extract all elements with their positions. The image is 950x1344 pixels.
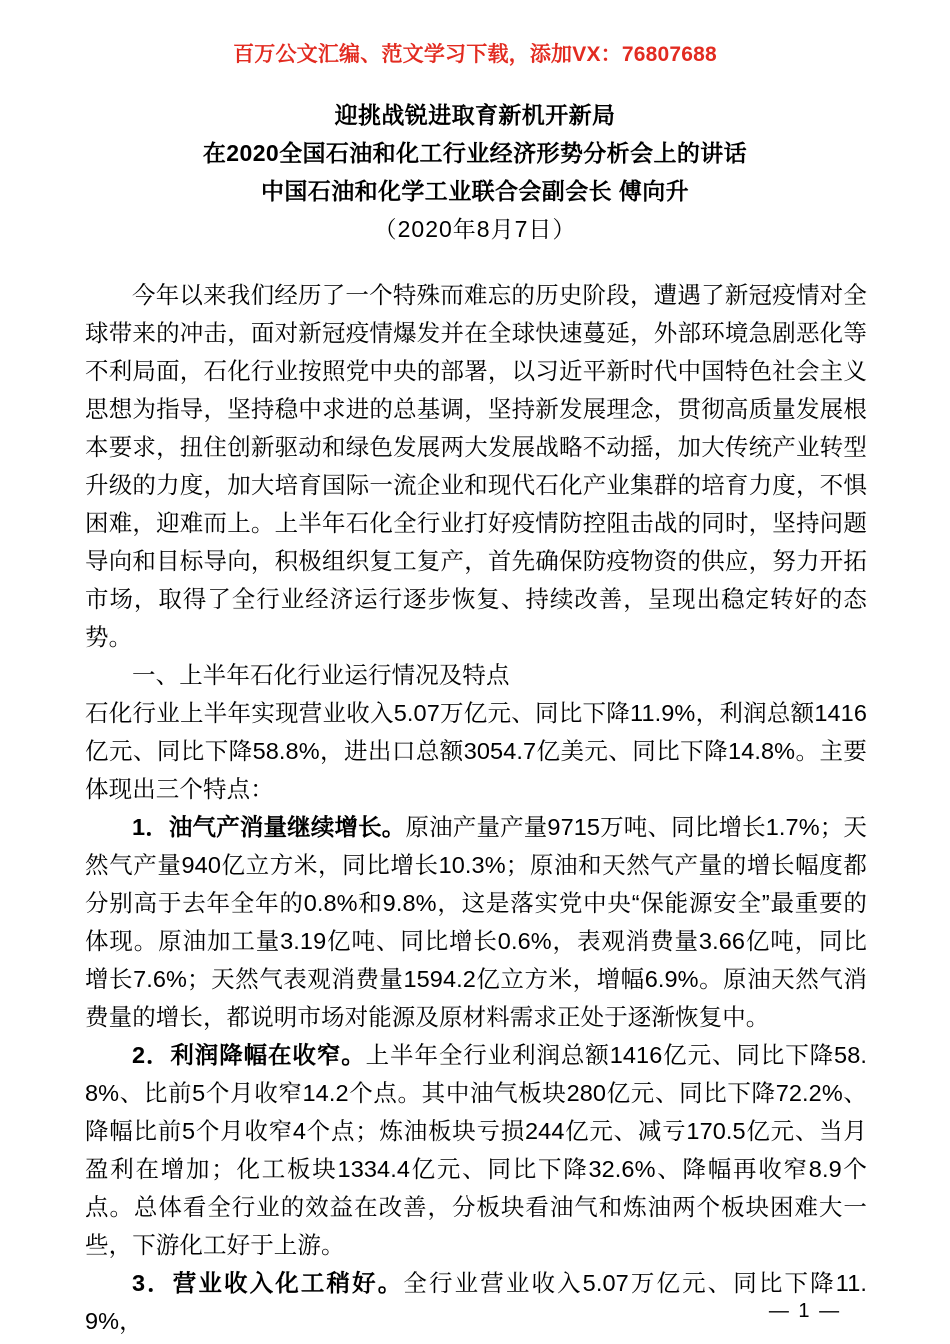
item-3-text: 全行业营业收入5.07万亿元、同比下降11.9%， [85,1270,867,1334]
document-title-block [0,96,950,248]
paragraph-item-2 [85,1036,867,1264]
paragraph-intro: 今年以来我们经历了一个特殊而难忘的历史阶段，遭遇了新冠疫情对全球带来的冲击，面对新冠疫情爆发并在全球快速蔓延，外部环境急剧恶化等不利局面，石化行业按照党中央的部署，以习近平新时代中国特色社会主义思想为指导，坚持稳中求进的总基调，坚持新发展理念，贯彻高质量发展根本要求，扭住创新驱动和绿色发展两大发展战略不动摇，加大传统产业转型升级的力度，加大培育国际一流企业和现代石化产业集群的培育力度，不惧困难，迎难而上。上半年石化全行业打好疫情防控阻击战的同时，坚持问题导向和目标导向，积极组织复工复产，首先确保防疫物资的供应，努力开拓市场，取得了全行业经济运行逐步恢复、持续改善，呈现出稳定转好的态势。 [85,282,867,650]
paragraph-overview-figures: 石化行业上半年实现营业收入5.07万亿元、同比下降11.9%，利润总额1416亿元、同比下降58.8%，进出口总额3054.7亿美元、同比下降14.8%。主要体现出三个特点： [85,700,867,802]
document-body [85,276,867,1340]
item-2-text: 上半年全行业利润总额1416亿元、同比下降58.8%、比前5个月收窄14.2个点。其中油气板块280亿元、同比下降72.2%、降幅比前5个月收窄4个点；炼油板块亏损244亿元、减亏170.5亿元、当月盈利在增加；化工板块1334.4亿元、同比下降32.6%、降幅再收窄8.9个点。总体看全行业的效益在改善，分板块看油气和炼油两个板块困难大一些，下游化工好于上游。 [85,1042,867,1258]
item-1-text: 原油产量产量9715万吨、同比增长1.7%；天然气产量940亿立方米，同比增长10.3%；原油和天然气产量的增长幅度都分别高于去年全年的0.8%和9.8%，这是落实党中央“保能源安全”最重要的体现。原油加工量3.19亿吨、同比增长0.6%，表观消费量3.66亿吨，同比增长7.6%；天然气表观消费量1594.2亿立方米，增幅6.9%。原油天然气消费量的增长，都说明市场对能源及原材料需求正处于逐渐恢复中。 [85,814,867,1030]
section-heading-one: 一、上半年石化行业运行情况及特点 [132,662,510,688]
paragraph-item-1 [85,808,867,1036]
title-line-2: 在2020全国石油和化工行业经济形势分析会上的讲话 [202,140,748,166]
title-line-1: 迎挑战锐进取育新机开新局 [334,102,616,128]
item-3-lead: 3．营业收入化工稍好。 [132,1270,404,1296]
item-1-lead: 1．油气产消量继续增长。 [132,814,406,840]
page-footer [0,1300,950,1323]
page-number: — 1 — [768,1300,842,1322]
title-line-4-date: （2020年8月7日） [373,216,577,242]
watermark-banner: 百万公文汇编、范文学习下载，添加VX：76807688 [233,43,717,66]
title-line-3-author: 中国石油和化学工业联合会副会长 傅向升 [261,178,689,204]
item-2-lead: 2．利润降幅在收窄。 [132,1042,366,1068]
